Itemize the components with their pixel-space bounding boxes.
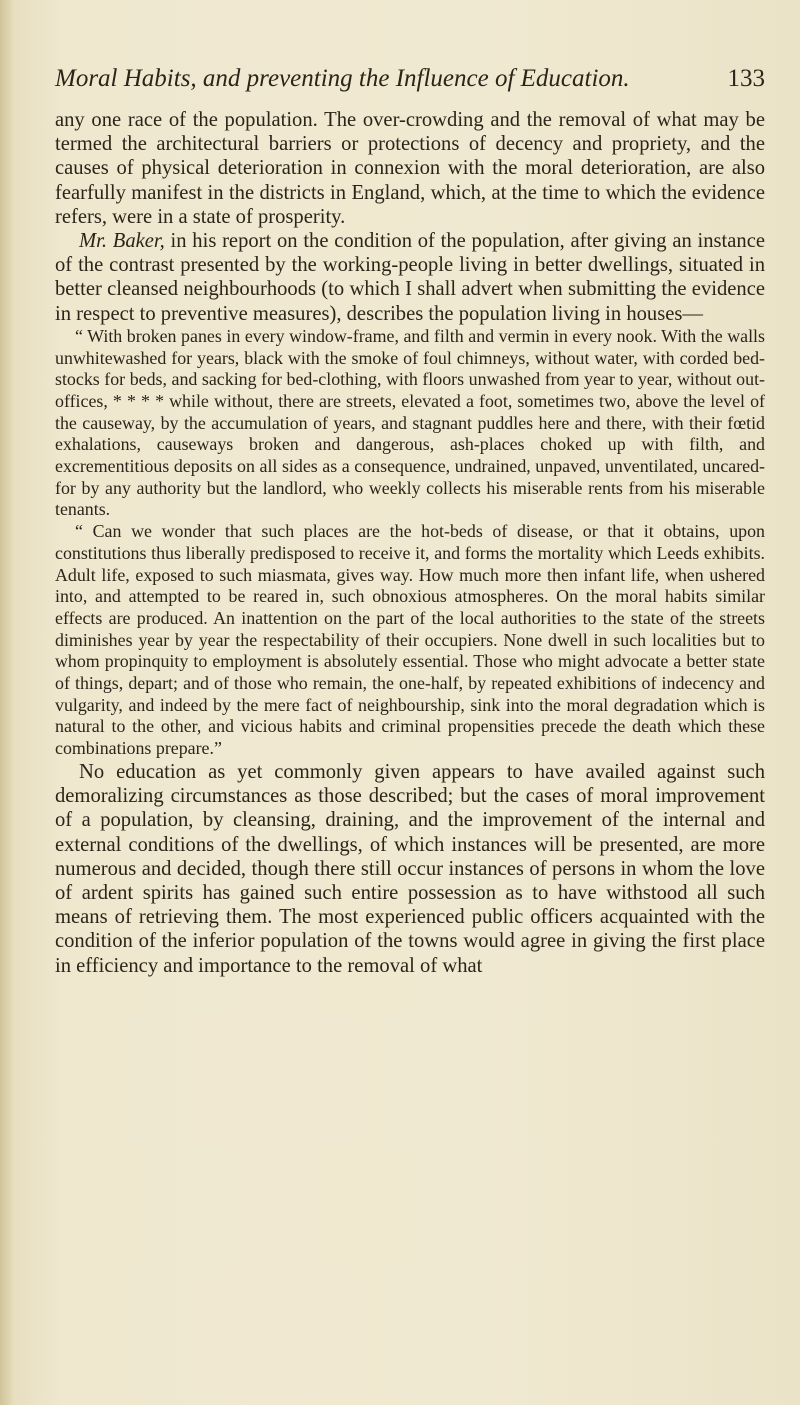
running-head: [55, 60, 765, 98]
block-quotation: [55, 326, 765, 760]
paragraph-baker-text: in his report on the condition of the population, after giving an instance of the contrast presented by the working-people living in better dwellings, situated in better cleansed neighbourhoods (to which I shall advert when submitting the evidence in respect to preventive measures), describes the population living in houses—: [55, 230, 765, 325]
paragraph-baker: [55, 229, 765, 326]
quote-paragraph-1: “ With broken panes in every window-frame, and filth and vermin in every nook. With the walls unwhitewashed for years, black with the smoke of foul chimneys, without water, with corded bed-stocks for beds, and sacking for bed-clothing, with floors unwashed from year to year, without out-offices, * * * * while without, there are streets, elevated a foot, sometimes two, above the level of the causeway, by the accumulation of years, and stagnant puddles here and there, with their fœtid exhalations, causeways broken and dangerous, ash-places choked up with filth, and excrementitious deposits on all sides as a consequence, undrained, unpaved, unventilated, uncared-for by any authority but the landlord, who weekly collects his miserable rents from his miserable tenants.: [55, 325, 765, 520]
page-gutter-shadow: [0, 0, 14, 1405]
page-number: 133: [727, 65, 765, 92]
quote-paragraph-2: “ Can we wonder that such places are the hot-beds of disease, or that it obtains, upon constitutions thus liberally predisposed to receive it, and forms the mortality which Leeds exhibits. Adult life, exposed to such miasmata, gives way. How much more then infant life, when ushered into, and attempted to be reared in, such obnoxious atmospheres. On the moral habits similar effects are produced. An inattention on the part of the local authorities to the state of the streets diminishes year by year the respectability of their occupiers. None dwell in such localities but to whom propinquity to employment is absolutely essential. Those who might advocate a better state of things, depart; and of those who remain, the one-half, by repeated exhibitions of indecency and vulgarity, and indeed by the mere fact of neighbourship, sink into the moral degradation which is natural to the other, and vicious habits and criminal propensities precede the death which these combinations prepare.”: [55, 521, 765, 759]
body-text-top: [55, 108, 765, 326]
author-name-baker: Mr. Baker,: [79, 230, 165, 253]
paragraph-continued: any one race of the population. The over-crowding and the removal of what may be termed the architectural barriers or protections of decency and propriety, and the causes of physical deterioration in connexion with the moral deterioration, are also fearfully manifest in the districts in England, which, at the time to which the evidence refers, were in a state of prosperity.: [55, 109, 765, 228]
paragraph-education: No education as yet commonly given appears to have availed against such demoralizing circumstances as those described; but the cases of moral improvement of a population, by cleansing, draining, and the improvement of the internal and external conditions of the dwellings, of which instances will be presented, are more numerous and decided, though there still occur instances of persons in whom the love of ardent spirits has gained such entire possession as to have withstood all such means of retrieving them. The most experienced public officers acquainted with the condition of the inferior population of the towns would agree in giving the first place in efficiency and importance to the removal of what: [55, 760, 765, 977]
body-text-bottom: [55, 760, 765, 978]
running-head-title: Moral Habits, and preventing the Influence of Education.: [55, 65, 630, 92]
page-content: [55, 60, 765, 978]
